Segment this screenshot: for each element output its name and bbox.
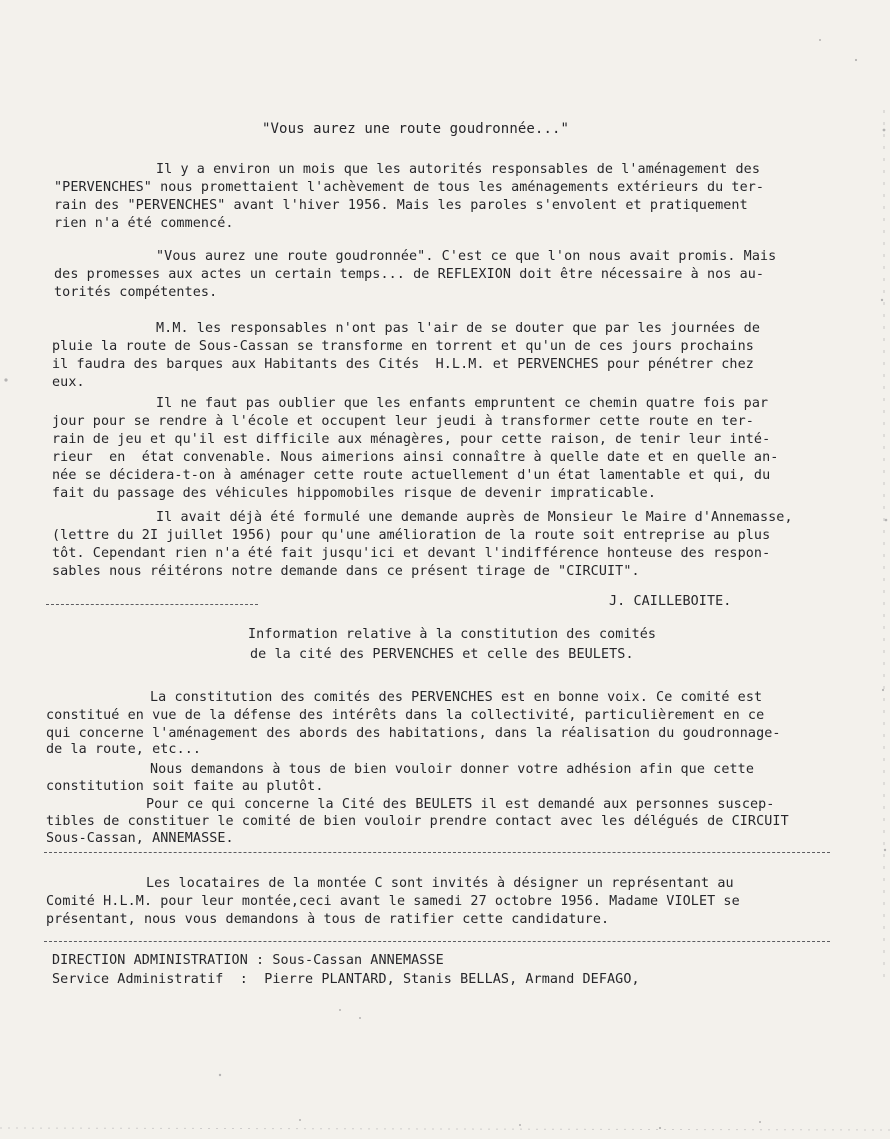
paragraph-line: fait du passage des véhicules hippomobiles risque de devenir impraticable. — [52, 486, 656, 501]
paragraph-line: jour pour se rendre à l'école et occupent leur jeudi à transformer cette route en ter- — [52, 414, 754, 429]
paragraph-line: "Vous aurez une route goudronnée". C'est ce que l'on nous avait promis. Mais — [156, 249, 777, 264]
paragraph-line: constitué en vue de la défense des intérêts dans la collectivité, particulièrement en ce — [46, 708, 765, 723]
paragraph-line: des promesses aux actes un certain temps... de REFLEXION doit être nécessaire à nos au- — [54, 267, 765, 282]
paragraph-line: Nous demandons à tous de bien vouloir donner votre adhésion afin que cette — [150, 762, 754, 777]
author-signature: J. CAILLEBOITE. — [609, 594, 732, 609]
section-title-line: Information relative à la constitution des comités — [248, 627, 657, 642]
paragraph-line: Il ne faut pas oublier que les enfants empruntent ce chemin quatre fois par — [156, 396, 769, 411]
notice-line: Les locataires de la montée C sont invités à désigner un représentant au — [146, 876, 734, 891]
paragraph-line: tôt. Cependant rien n'a été fait jusqu'ici et devant l'indifférence honteuse des respon- — [52, 546, 771, 561]
paragraph-line: eux. — [52, 375, 85, 390]
paragraph-line: née se décidera-t-on à aménager cette route actuellement d'un état lamentable et qui, du — [52, 468, 771, 483]
paragraph-line: La constitution des comités des PERVENCHES est en bonne voix. Ce comité est — [150, 690, 763, 705]
paragraph-line: Pour ce qui concerne la Cité des BEULETS il est demandé aux personnes suscep- — [146, 797, 775, 812]
paragraph-line: pluie la route de Sous-Cassan se transforme en torrent et qu'un de ces jours prochains — [52, 339, 754, 354]
paragraph-line: "PERVENCHES" nous promettaient l'achèvement de tous les aménagements extérieurs du ter- — [54, 180, 765, 195]
paragraph-line: M.M. les responsables n'ont pas l'air de se douter que par les journées de — [156, 321, 760, 336]
paragraph-line: Il y a environ un mois que les autorités responsables de l'aménagement des — [156, 162, 760, 177]
paragraph-line: rain des "PERVENCHES" avant l'hiver 1956. Mais les paroles s'envolent et pratiquement — [54, 198, 748, 213]
paragraph-line: rieur en état convenable. Nous aimerions ainsi connaître à quelle date et en quelle an- — [52, 450, 779, 465]
paragraph-line: sables nous réitérons notre demande dans ce présent tirage de "CIRCUIT". — [52, 564, 640, 579]
service-line: Service Administratif : Pierre PLANTARD, Stanis BELLAS, Armand DEFAGO, — [52, 972, 640, 987]
notice-line: présentant, nous vous demandons à tous de ratifier cette candidature. — [46, 912, 610, 927]
paragraph-line: qui concerne l'aménagement des abords des habitations, dans la réalisation du goudronnage- — [46, 726, 781, 741]
article-title: "Vous aurez une route goudronnée..." — [262, 121, 570, 137]
direction-line: DIRECTION ADMINISTRATION : Sous-Cassan ANNEMASSE — [52, 953, 444, 968]
paragraph-line: (lettre du 2I juillet 1956) pour qu'une amélioration de la route soit entreprise au plus — [52, 528, 771, 543]
paragraph-line: Sous-Cassan, ANNEMASSE. — [46, 831, 234, 846]
paragraph-line: torités compétentes. — [54, 285, 218, 300]
paragraph-line: tibles de constituer le comité de bien vouloir prendre contact avec les délégués de CIRCUIT — [46, 814, 789, 829]
section-title-line: de la cité des PERVENCHES et celle des BEULETS. — [250, 647, 634, 662]
paragraph-line: de la route, etc... — [46, 742, 202, 757]
paragraph-line: rain de jeu et qu'il est difficile aux ménagères, pour cette raison, de tenir leur inté- — [52, 432, 771, 447]
notice-line: Comité H.L.M. pour leur montée,ceci avant le samedi 27 octobre 1956. Madame VIOLET se — [46, 894, 740, 909]
paragraph-line: il faudra des barques aux Habitants des Cités H.L.M. et PERVENCHES pour pénétrer chez — [52, 357, 754, 372]
paragraph-line: Il avait déjà été formulé une demande auprès de Monsieur le Maire d'Annemasse, — [156, 510, 793, 525]
paragraph-line: constitution soit faite au plutôt. — [46, 779, 324, 794]
paragraph-line: rien n'a été commencé. — [54, 216, 234, 231]
